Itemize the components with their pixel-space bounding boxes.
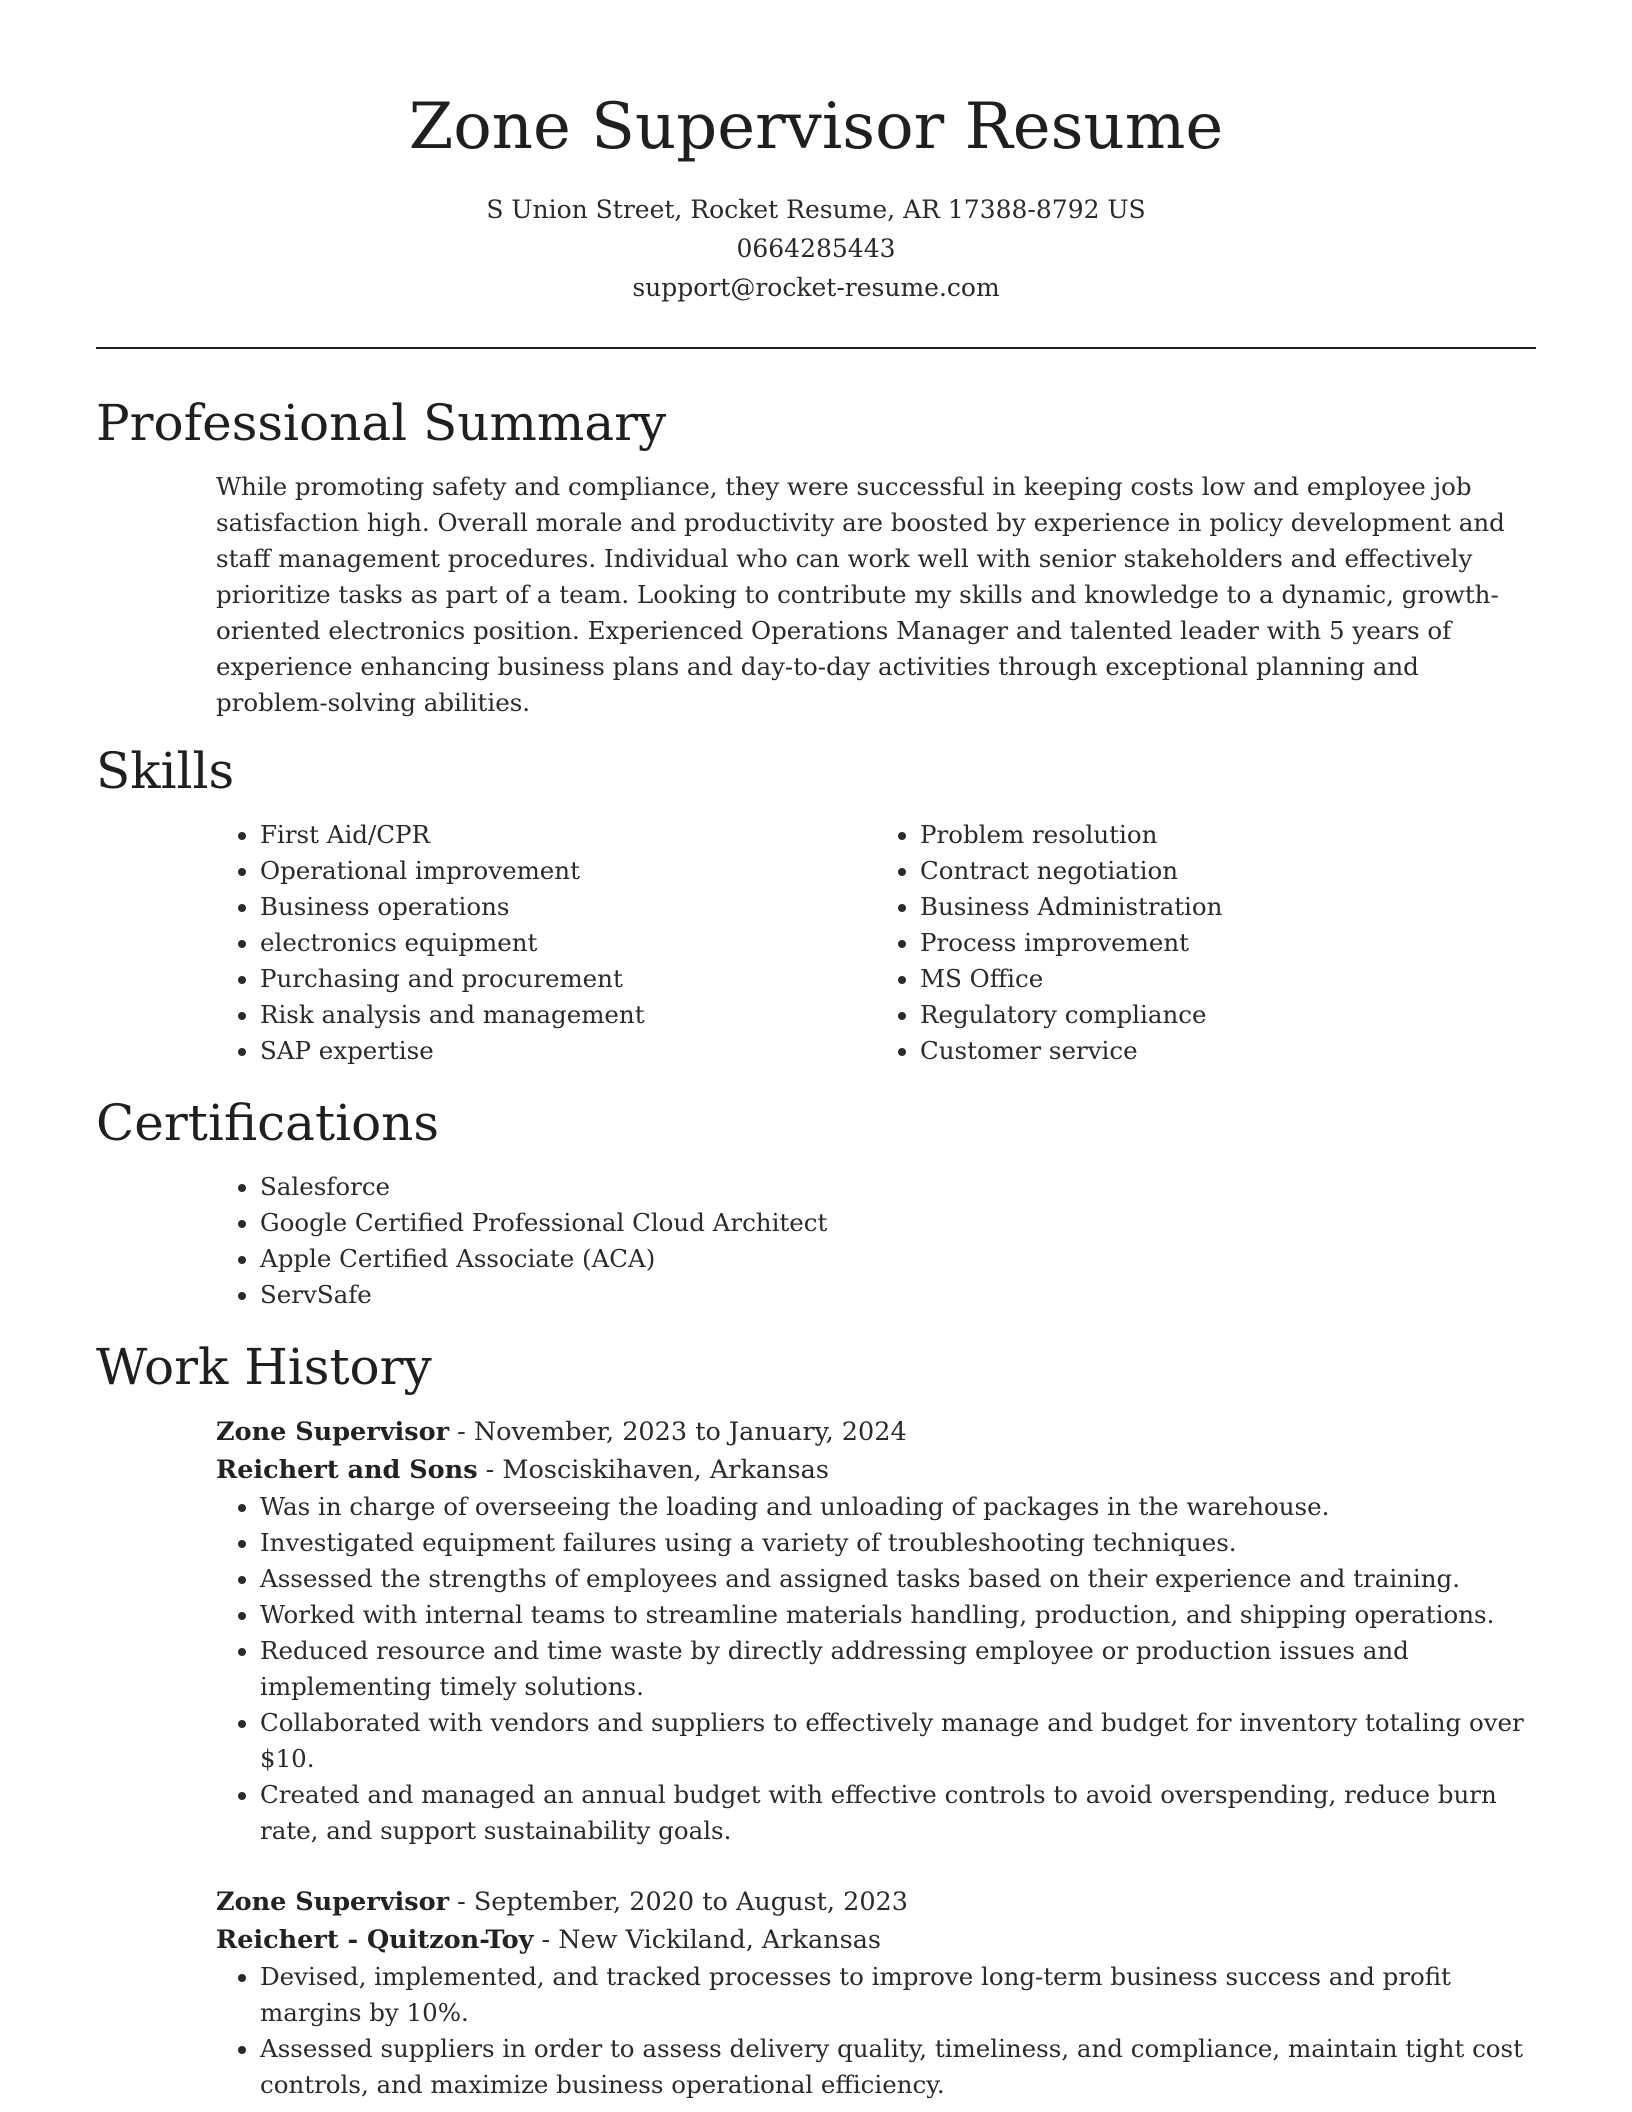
- job-company: Reichert - Quitzon-Toy: [216, 1925, 534, 1955]
- certifications-items: [216, 1169, 1536, 1313]
- skills-list: [216, 817, 1536, 1069]
- summary-text: While promoting safety and compliance, they were successful in keeping costs low and employee job satisfaction high. Overall morale and productivity are boosted by experience in policy development and staff management procedures. Individual who can work well with senior stakeholders and effectively prioritize tasks as part of a team. Looking to contribute my skills and knowledge to a dynamic, growth-oriented electronics position. Experienced Operations Manager and talented leader with 5 years of experience enhancing business plans and day-to-day activities through exceptional planning and problem-solving abilities.: [216, 472, 1505, 717]
- job-role: Zone Supervisor: [216, 1887, 450, 1917]
- job-bullet: • Assessed suppliers in order to assess delivery quality, timeliness, and compliance, maintain tight cost controls, and maximize business operational efficiency.: [260, 2031, 1535, 2103]
- job-bullet: • Collaborated with vendors and suppliers to effectively manage and budget for inventory totaling over $10.: [260, 1705, 1535, 1777]
- certifications-heading: Certifications: [96, 1094, 440, 1152]
- job-location: - Mosciskihaven, Arkansas: [477, 1455, 829, 1485]
- skill-item: • Risk analysis and management: [260, 997, 876, 1033]
- skill-item: • Customer service: [920, 1033, 1536, 1069]
- skills-column-right: [876, 817, 1536, 1069]
- job-company: Reichert and Sons: [216, 1455, 478, 1485]
- header-divider: [96, 347, 1536, 349]
- skill-item: • electronics equipment: [260, 925, 876, 961]
- phone: 0664285443: [736, 234, 896, 263]
- skill-item: • Process improvement: [920, 925, 1536, 961]
- job-title-line: [216, 1883, 1536, 1921]
- job-bullets: [216, 1489, 1536, 1849]
- resume-header: [96, 0, 1536, 307]
- address: S Union Street, Rocket Resume, AR 17388-8792 US: [486, 195, 1146, 224]
- skills-heading: Skills: [96, 742, 235, 800]
- job-location: - New Vickiland, Arkansas: [533, 1925, 881, 1955]
- job-bullet: • Investigated equipment failures using a variety of troubleshooting techniques.: [260, 1525, 1535, 1561]
- job-title-line: [216, 1413, 1536, 1451]
- summary-heading: Professional Summary: [96, 394, 667, 452]
- job-company-line: [216, 1451, 1536, 1489]
- skill-item: • SAP expertise: [260, 1033, 876, 1069]
- job-bullet: • Assessed the strengths of employees and assigned tasks based on their experience and training.: [260, 1561, 1535, 1597]
- certifications-list: [216, 1169, 1536, 1313]
- certification-item: • ServSafe: [260, 1277, 1536, 1313]
- resume-title: Zone Supervisor Resume: [408, 90, 1224, 164]
- job-role: Zone Supervisor: [216, 1417, 450, 1447]
- job-entry: [216, 1413, 1536, 1849]
- job-dates: - November, 2023 to January, 2024: [449, 1417, 907, 1447]
- job-bullet: • Was in charge of overseeing the loading and unloading of packages in the warehouse.: [260, 1489, 1535, 1525]
- job-bullet: • Devised, implemented, and tracked processes to improve long-term business success and profit margins by 10%.: [260, 1959, 1535, 2031]
- skill-item: • MS Office: [920, 961, 1536, 997]
- certification-item: • Google Certified Professional Cloud Architect: [260, 1205, 1536, 1241]
- certification-item: • Apple Certified Associate (ACA): [260, 1241, 1536, 1277]
- skill-item: • Business Administration: [920, 889, 1536, 925]
- contact-info: [96, 190, 1536, 307]
- skill-item: • Business operations: [260, 889, 876, 925]
- resume-page: [96, 0, 1536, 2112]
- skill-item: • Contract negotiation: [920, 853, 1536, 889]
- job-entry: [216, 1883, 1536, 2103]
- job-bullet: • Reduced resource and time waste by directly addressing employee or production issues and implementing timely solutions.: [260, 1633, 1535, 1705]
- skills-column-left: [216, 817, 876, 1069]
- job-company-line: [216, 1921, 1536, 1959]
- skill-item: • Operational improvement: [260, 853, 876, 889]
- skill-item: • Regulatory compliance: [920, 997, 1536, 1033]
- job-bullet: • Worked with internal teams to streamline materials handling, production, and shipping operations.: [260, 1597, 1535, 1633]
- email: support@rocket-resume.com: [632, 273, 1000, 302]
- work-history-heading: Work History: [96, 1338, 432, 1396]
- skill-item: • First Aid/CPR: [260, 817, 876, 853]
- job-bullets: [216, 1959, 1536, 2103]
- job-dates: - September, 2020 to August, 2023: [449, 1887, 908, 1917]
- certification-item: • Salesforce: [260, 1169, 1536, 1205]
- skill-item: • Purchasing and procurement: [260, 961, 876, 997]
- skill-item: • Problem resolution: [920, 817, 1536, 853]
- job-bullet: • Created and managed an annual budget with effective controls to avoid overspending, reduce burn rate, and support sustainability goals.: [260, 1777, 1535, 1849]
